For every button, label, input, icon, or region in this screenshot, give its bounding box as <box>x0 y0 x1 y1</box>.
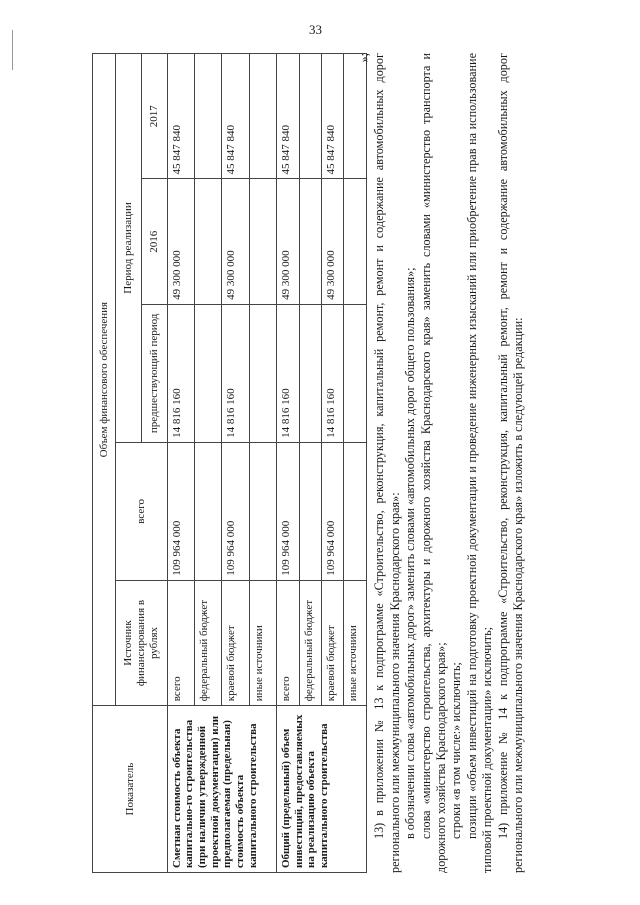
table-body <box>167 54 366 873</box>
source-cell: федеральный бюджет <box>195 580 222 705</box>
indicator-cell: Сметная стоимость объекта капитально-го строительства (при наличии утвержденной проектной документации) или предполагаемая (предельная) стоимость объекта капитального строительства <box>167 706 276 873</box>
prev-cell: 14 816 160 <box>321 304 343 442</box>
y2017-cell: 45 847 840 <box>222 54 249 179</box>
total-cell <box>299 442 321 580</box>
paragraph: 14) приложение № 14 к подпрограмме «Строительство, реконструкция, капитальный ремонт, ремонт и содержание автомобильных дорог регионального или межмуниципального значения Краснодарского края» изложить в следующей редакции: <box>495 53 526 873</box>
table-row <box>167 54 194 873</box>
paragraph: строки «в том числе:» исключить; <box>449 662 464 839</box>
source-cell: иные источники <box>249 580 276 705</box>
y2017-cell <box>195 54 222 179</box>
table-container <box>92 53 367 873</box>
y2016-cell: 49 300 000 <box>277 179 299 304</box>
source-cell: всего <box>277 580 299 705</box>
header-prev-period: предшествующий период <box>141 304 167 442</box>
prev-cell: 14 816 160 <box>277 304 299 442</box>
header-indicator: Показатель <box>93 706 168 873</box>
prev-cell: 14 816 160 <box>167 304 194 442</box>
paragraph: слова «министерство строительства, архитектуры и дорожного хозяйства Краснодарского края» заменить словами «министерство транспорта и дорожного хозяйства Краснодарского края»; <box>418 53 449 873</box>
rotated-content <box>92 53 640 873</box>
total-cell <box>249 442 276 580</box>
paragraph: в обозначении слова «автомобильных дорог» заменить словами «автомобильных дорог общего пользования»; <box>403 267 418 839</box>
funding-table <box>92 53 367 873</box>
y2017-cell: 45 847 840 <box>321 54 343 179</box>
prev-cell <box>195 304 222 442</box>
page-number: 33 <box>309 22 322 37</box>
total-cell <box>195 442 222 580</box>
source-cell: иные источники <box>344 580 367 705</box>
header-total: всего <box>115 442 167 580</box>
total-cell: 109 964 000 <box>321 442 343 580</box>
paragraph: 13) в приложении № 13 к подпрограмме «Строительство, реконструкция, капитальный ремонт, ремонт и содержание автомобильных дорог регионального или межмуниципального значения Краснодарского края»: <box>372 53 402 873</box>
source-cell: федеральный бюджет <box>299 580 321 705</box>
y2016-cell: 49 300 000 <box>167 179 194 304</box>
source-cell: всего <box>167 580 194 705</box>
prev-cell <box>299 304 321 442</box>
margin-mark <box>12 30 13 70</box>
prev-cell: 14 816 160 <box>222 304 249 442</box>
y2017-cell <box>299 54 321 179</box>
y2017-cell: 45 847 840 <box>167 54 194 179</box>
source-cell: краевой бюджет <box>321 580 343 705</box>
body-text <box>357 53 526 873</box>
total-cell: 109 964 000 <box>277 442 299 580</box>
indicator-cell: Общий (предельный) объем инвестиций, предоставляемых на реализацию объекта капитального строительства <box>277 706 367 873</box>
y2016-cell <box>195 179 222 304</box>
header-period: Период реализации <box>115 54 141 443</box>
y2016-cell <box>249 179 276 304</box>
y2017-cell <box>249 54 276 179</box>
y2016-cell: 49 300 000 <box>222 179 249 304</box>
closing-mark: »; <box>357 53 371 63</box>
header-2017: 2017 <box>141 54 167 179</box>
header-source: Источник финансирования в рублях <box>115 580 167 705</box>
total-cell: 109 964 000 <box>167 442 194 580</box>
prev-cell <box>249 304 276 442</box>
header-funding-volume: Объем финансового обеспечения <box>93 54 116 706</box>
y2017-cell: 45 847 840 <box>277 54 299 179</box>
header-2016: 2016 <box>141 179 167 304</box>
table-row <box>277 54 299 873</box>
y2016-cell: 49 300 000 <box>321 179 343 304</box>
y2016-cell <box>299 179 321 304</box>
source-cell: краевой бюджет <box>222 580 249 705</box>
paragraph: позиции «объем инвестиций на подготовку проектной документации и проведение инженерных изысканий или приобретение прав на использование типовой проектной документации» исключить; <box>464 53 495 873</box>
total-cell: 109 964 000 <box>222 442 249 580</box>
